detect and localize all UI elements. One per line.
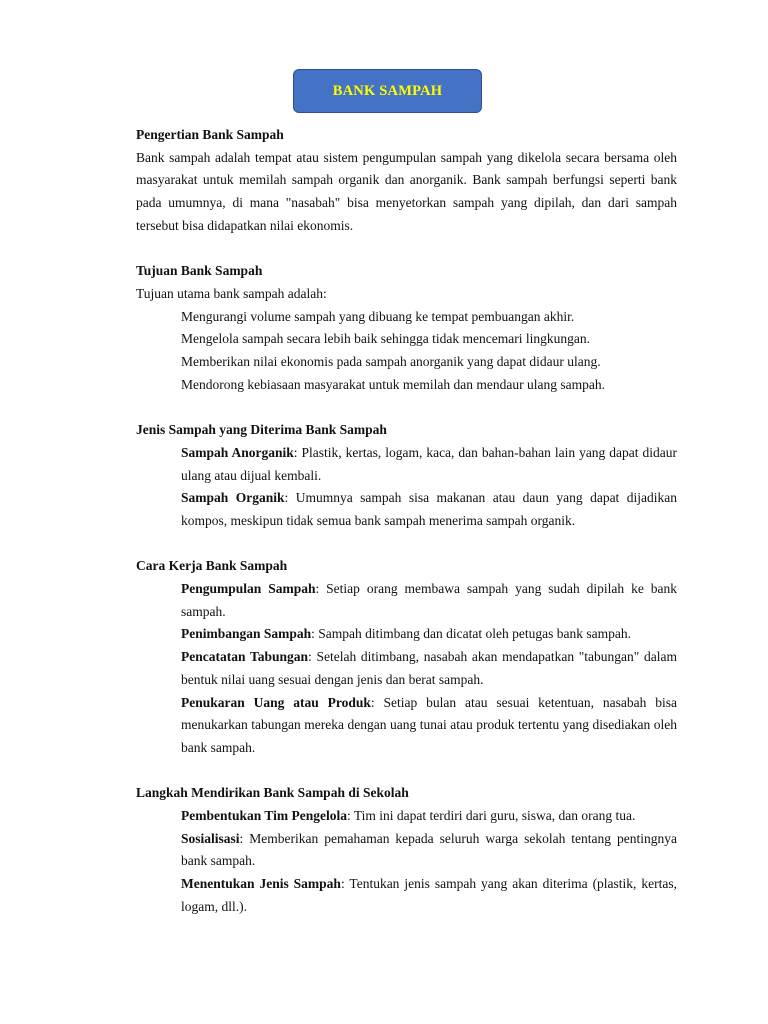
list-item: Mengelola sampah secara lebih baik sehingga tidak mencemari lingkungan. (181, 331, 590, 347)
list-item (181, 442, 677, 487)
term: Sampah Anorganik (181, 444, 294, 460)
section-heading-tujuan: Tujuan Bank Sampah (136, 263, 263, 279)
section-heading-cara-kerja: Cara Kerja Bank Sampah (136, 558, 288, 574)
section-heading-pengertian: Pengertian Bank Sampah (136, 127, 284, 142)
term: Sampah Organik (181, 490, 285, 506)
list-item (181, 646, 677, 691)
description: : Setiap bulan atau sesuai ketentuan, nasabah bisa menukarkan tabungan mereka dengan uang tunai atau produk tertentu yang disediakan oleh bank sampah. (181, 694, 677, 755)
paragraph-tujuan-intro: Tujuan utama bank sampah adalah: (136, 285, 327, 301)
list-item (181, 805, 677, 828)
list-item: Memberikan nilai ekonomis pada sampah anorganik yang dapat didaur ulang. (181, 354, 601, 370)
list-item (181, 578, 677, 623)
term: Penimbangan Sampah (181, 626, 312, 642)
section-heading-langkah: Langkah Mendirikan Bank Sampah di Sekolah (136, 785, 409, 801)
list-item: Mendorong kebiasaan masyarakat untuk memilah dan mendaur ulang sampah. (181, 376, 605, 392)
description: : Umumnya sampah sisa makanan atau daun yang dapat dijadikan kompos, meskipun tidak semua bank sampah menerima sampah organik. (181, 490, 678, 528)
term: Pengumpulan Sampah (181, 581, 316, 597)
term: Sosialisasi (181, 830, 240, 846)
paragraph-pengertian: Bank sampah adalah tempat atau sistem pengumpulan sampah yang dikelola secara bersama oleh masyarakat untuk memilah sampah organik dan anorganik. Bank sampah berfungsi seperti bank pada umumnya, di mana "nasabah" bisa menyetorkan sampah yang dipilah, dan dari sampah tersebut bisa didapatkan nilai ekonomis. (136, 149, 677, 233)
description: : Memberikan pemahaman kepada seluruh warga sekolah tentang pentingnya bank sampah. (181, 830, 677, 869)
description: : Setiap orang membawa sampah yang sudah dipilah ke bank sampah. (181, 581, 677, 619)
description: : Tentukan jenis sampah yang akan diterima (plastik, kertas, logam, dll.). (181, 876, 677, 914)
term: Pembentukan Tim Pengelola (181, 808, 348, 824)
section-heading-jenis: Jenis Sampah yang Diterima Bank Sampah (136, 422, 387, 438)
term: Penukaran Uang atau Produk (181, 694, 371, 710)
list-item (181, 873, 677, 918)
term: Menentukan Jenis Sampah (181, 876, 341, 892)
title-banner (293, 69, 482, 113)
list-item (181, 828, 677, 873)
description: : Plastik, kertas, logam, kaca, dan bahan-bahan lain yang dapat didaur ulang atau dijual kembali. (181, 444, 677, 483)
list-item (181, 487, 677, 532)
page-title: BANK SAMPAH (332, 82, 443, 99)
description: : Tim ini dapat terdiri dari guru, siswa, dan orang tua. (347, 808, 636, 824)
document-body (136, 124, 677, 919)
term: Pencatatan Tabungan (181, 649, 308, 665)
description: : Sampah ditimbang dan dicatat oleh petugas bank sampah. (311, 626, 631, 642)
list-item (181, 692, 677, 760)
list-item: Mengurangi volume sampah yang dibuang ke tempat pembuangan akhir. (181, 308, 575, 324)
list-item (181, 623, 677, 646)
description: : Setelah ditimbang, nasabah akan mendapatkan "tabungan" dalam bentuk nilai uang sesuai dengan jenis dan berat sampah. (181, 649, 677, 687)
